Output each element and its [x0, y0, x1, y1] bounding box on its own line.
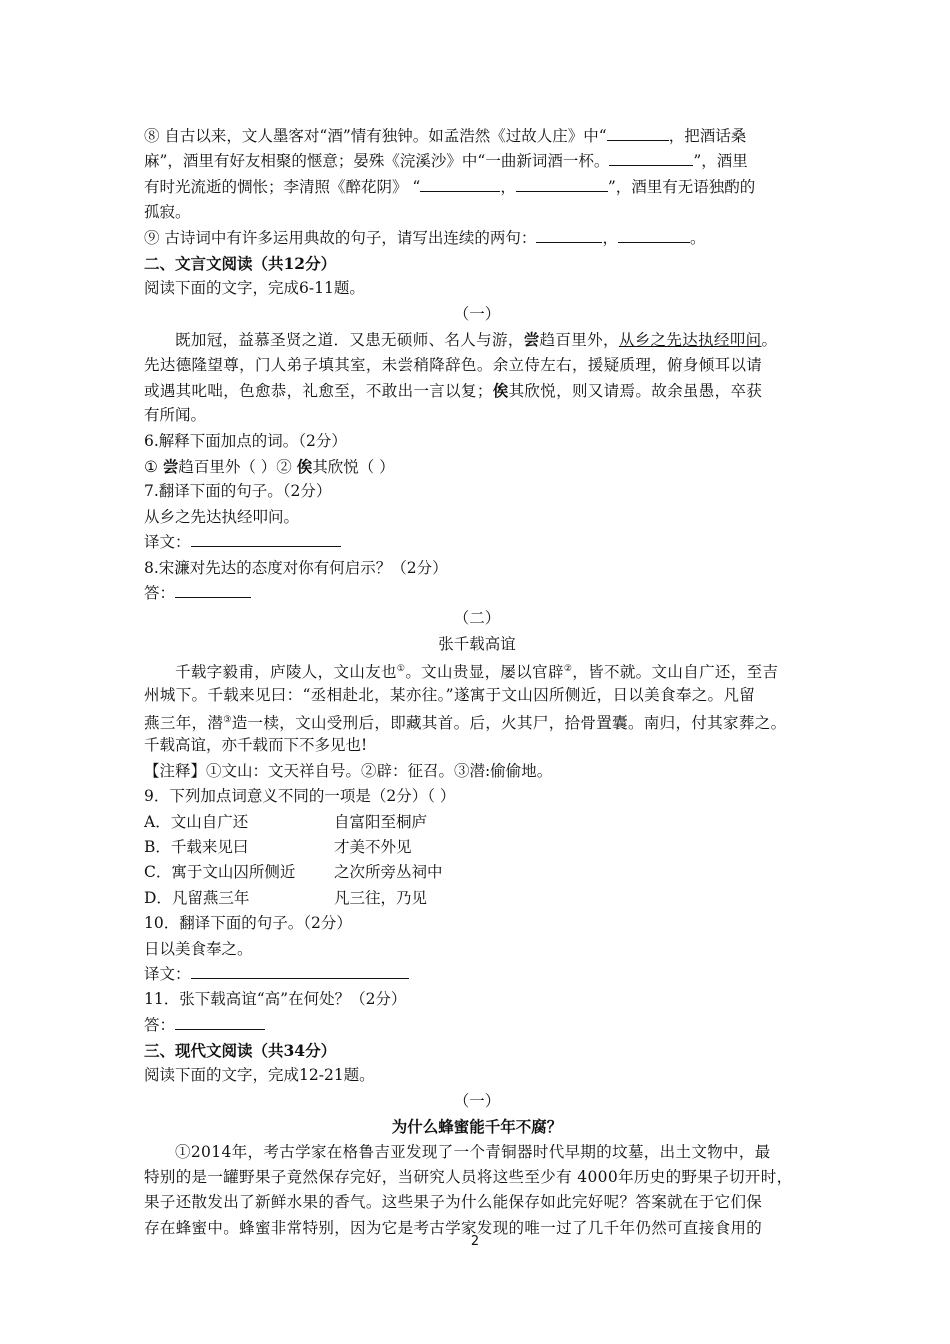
- q9-title: 9．下列加点词意义不同的一项是（2分）（ ）: [144, 787, 456, 806]
- q7-answer: [144, 530, 810, 555]
- option-left: D．凡留燕三年: [144, 888, 250, 907]
- answer-blank[interactable]: [607, 125, 669, 141]
- passage1-line4: 有所闻。: [144, 406, 207, 425]
- answer-label: 译文：: [144, 964, 191, 983]
- option-left: A．文山自广还: [144, 812, 249, 831]
- text: 或遇其叱咄，色愈恭，礼愈至，不敢出一言以复；: [144, 381, 493, 400]
- part2-label: （二）: [453, 609, 501, 628]
- text: 造一椟，文山受刑后，即藏其首。后，火其尸，拾骨置囊。南归，付其家葬之。: [231, 714, 787, 733]
- dotted-word: 尝: [162, 457, 179, 477]
- q7-sentence: 从乡之先达执经叩问。: [144, 507, 300, 526]
- text: 千载字毅甫，庐陵人，文山友也: [175, 663, 397, 682]
- part1-label: （一）: [453, 304, 501, 323]
- text: ⑨ 古诗词中有许多运用典故的句子，请写出连续的两句：: [144, 228, 537, 247]
- footnote-mark: ②: [563, 664, 573, 675]
- q10-answer: [144, 962, 810, 987]
- text: 。文山贵显，屡以官辟: [405, 663, 564, 682]
- q9-option-c[interactable]: [144, 860, 810, 885]
- article-title: 为什么蜂蜜能千年不腐？: [391, 1117, 563, 1137]
- passage1-line2: 先达德隆望尊，门人弟子填其室，未尝稍降辞色。余立侍左右，援疑质理，俯身倾耳以请: [144, 355, 763, 374]
- text: ，: [602, 228, 618, 247]
- answer-blank[interactable]: [516, 176, 608, 192]
- text: 其欣悦（ ）: [312, 458, 395, 477]
- option-right: 凡三往，乃见: [334, 888, 428, 907]
- q10-sentence: 日以美食奉之。: [144, 939, 253, 958]
- answer-blank[interactable]: [175, 582, 251, 598]
- q9-option-b[interactable]: [144, 835, 810, 860]
- text: 麻”，酒里有好友相聚的惬意；晏殊《浣溪沙》中“一曲新词酒一杯。: [144, 152, 610, 171]
- section2-heading: 二、文言文阅读（共12分）: [144, 253, 337, 273]
- dotted-word: 俟: [296, 457, 313, 477]
- dotted-word: 俟: [492, 380, 509, 400]
- text: 有时光流逝的惆怅；李清照《醉花阴》 “: [144, 177, 421, 196]
- passage1-line3: [144, 378, 810, 403]
- passage2-line3: [144, 708, 810, 733]
- answer-blank[interactable]: [420, 176, 500, 192]
- dotted-word: 尝: [523, 330, 540, 350]
- q10-title: 10．翻译下面的句子。（2分）: [144, 914, 352, 933]
- document-page: [144, 124, 810, 1241]
- q6-title: 6.解释下面加点的词。（2分）: [144, 431, 347, 450]
- q7-title: 7.翻译下面的句子。（2分）: [144, 482, 332, 501]
- section3-heading: 三、现代文阅读（共34分）: [144, 1041, 337, 1061]
- poem-q8-line1: [144, 124, 810, 149]
- underlined-sentence: 从乡之先达执经叩问: [618, 331, 762, 350]
- option-left: C．寓于文山囚所侧近: [144, 863, 296, 882]
- text: 。: [689, 228, 706, 247]
- q11-answer: [144, 1013, 810, 1038]
- text: ①: [144, 458, 163, 477]
- answer-blank[interactable]: [191, 531, 341, 547]
- text: 。: [761, 331, 778, 350]
- option-right: 之次所旁丛祠中: [334, 863, 443, 882]
- option-left: B．千载来见曰: [144, 837, 249, 856]
- text: 趋百里外（ ）②: [178, 458, 297, 477]
- footnote-mark: ①: [396, 664, 406, 675]
- answer-label: 答：: [144, 584, 176, 603]
- article-line4: 存在蜂蜜中。蜂蜜非常特别，因为它是考古学家发现的唯一过了几千年仍然可直接食用的: [144, 1218, 763, 1237]
- page-number: 2: [470, 1234, 480, 1249]
- part2-title: 张千载高谊: [438, 634, 516, 653]
- text: ”，酒里有无语独酌的: [607, 177, 756, 196]
- text: ⑧ 自古以来，文人墨客对“酒”情有独钟。如孟浩然《过故人庄》中“: [144, 127, 607, 145]
- passage2-line4: 千载高谊，亦千载而下不多见也!: [144, 736, 368, 755]
- passage1-line1: [144, 327, 810, 352]
- text: ”，酒里: [693, 152, 748, 171]
- section3-intro: 阅读下面的文字，完成12-21题。: [144, 1066, 375, 1085]
- section2-intro: 阅读下面的文字，完成6-11题。: [144, 279, 365, 298]
- passage2-line2: 州城下。千载来见曰：“丞相赴北，某亦往。”遂寓于文山囚所侧近，日以美食奉之。凡留: [144, 685, 756, 704]
- article-line3: 果子还散发出了新鲜水果的香气。这些果子为什么能保存如此完好呢？答案就在于它们保: [144, 1193, 763, 1212]
- option-right: 自富阳至桐庐: [334, 812, 428, 831]
- footnote-mark: ③: [223, 714, 232, 725]
- text: ，把酒话桑: [668, 127, 747, 145]
- text: 既加冠，益慕圣贤之道．又患无硕师、名人与游，: [175, 331, 524, 350]
- answer-label: 答：: [144, 1015, 176, 1034]
- section3-label: （一）: [453, 1091, 501, 1110]
- text: ，: [500, 177, 516, 196]
- passage2-line1: [144, 657, 810, 682]
- answer-blank[interactable]: [175, 1014, 265, 1030]
- article-line1: ①2014年，考古学家在格鲁吉亚发现了一个青铜器时代早期的坟墓，出土文物中，最: [175, 1142, 771, 1161]
- q9-option-d[interactable]: [144, 886, 810, 911]
- poem-q8-line2: [144, 149, 810, 174]
- q8-answer: [144, 581, 810, 606]
- text: 趋百里外，: [539, 331, 619, 350]
- text: 燕三年，潜: [144, 714, 224, 733]
- passage2-note: 【注释】①文山：文天祥自号。②辟：征召。③潜:偷偷地。: [144, 761, 553, 780]
- poem-q8-line4: 孤寂。: [144, 203, 191, 222]
- option-right: 才美不外见: [334, 837, 412, 856]
- answer-blank[interactable]: [618, 227, 690, 243]
- q9-option-a[interactable]: [144, 810, 810, 835]
- poem-q8-line3: [144, 175, 810, 200]
- text: 其欣悦，则又请焉。故余虽愚，卒获: [508, 381, 763, 400]
- q11-title: 11．张下载高谊“高”在何处？（2分）: [144, 990, 407, 1009]
- poem-q9: [144, 226, 810, 251]
- answer-blank[interactable]: [536, 227, 602, 243]
- answer-blank[interactable]: [609, 150, 693, 166]
- q6-items: [144, 454, 810, 479]
- article-line2: 特别的是一罐野果子竟然保存完好，当研究人员将这些至少有 4000年历史的野果子切开时，: [144, 1168, 793, 1187]
- answer-label: 译文：: [144, 533, 191, 552]
- answer-blank[interactable]: [191, 963, 409, 979]
- text: ，皆不就。文山自广还，至吉: [572, 663, 779, 682]
- q8-title: 8.宋濂对先达的态度对你有何启示？（2分）: [144, 558, 448, 577]
